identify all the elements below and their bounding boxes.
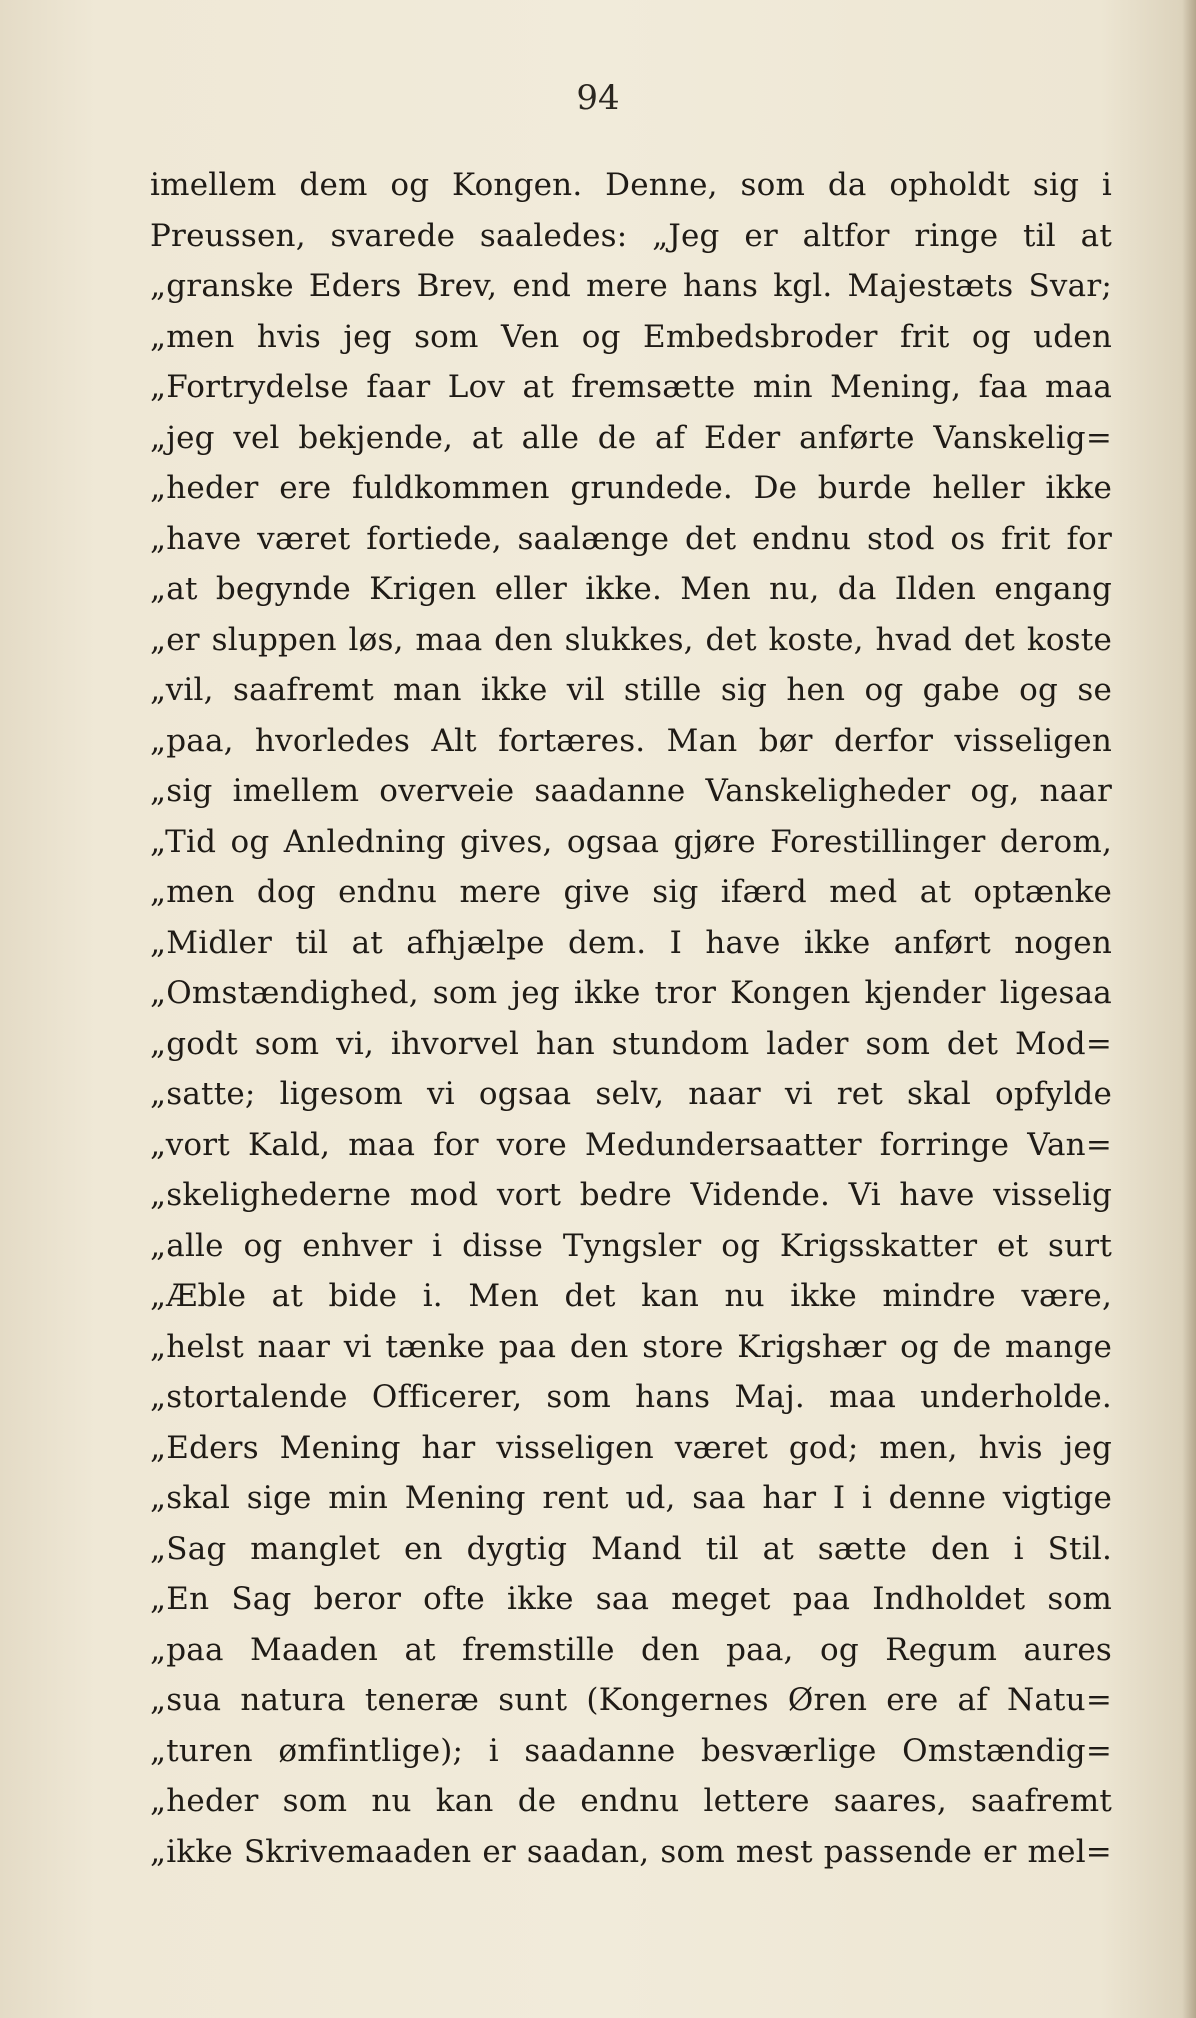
text-line: „jeg vel bekjende, at alle de af Eder anførte Vanskelig=	[150, 419, 1112, 456]
text-line: „helst naar vi tænke paa den store Krigshær og de mange	[150, 1328, 1112, 1365]
text-line: „sig imellem overveie saadanne Vanskeligheder og, naar	[150, 773, 1112, 809]
text-line: „have været fortiede, saalænge det endnu stod os frit for	[150, 520, 1112, 557]
text-line: „vort Kald, maa for vore Medundersaatter forringe Van=	[150, 1126, 1112, 1163]
text-line: „men dog endnu mere give sig ifærd med at optænke	[150, 874, 1112, 910]
text-line: „Fortrydelse faar Lov at fremsætte min Mening, faa maa	[150, 369, 1112, 405]
text-line: „turen ømfintlige); i saadanne besværlige Omstændig=	[150, 1732, 1112, 1769]
text-line: „Sag manglet en dygtig Mand til at sætte den i Stil.	[150, 1530, 1112, 1567]
text-line: „heder som nu kan de endnu lettere saares, saafremt	[150, 1783, 1112, 1819]
text-line: „alle og enhver i disse Tyngsler og Krigsskatter et surt	[150, 1227, 1112, 1264]
text-block	[150, 160, 1112, 1877]
text-line: „satte; ligesom vi ogsaa selv, naar vi ret skal opfylde	[150, 1076, 1112, 1112]
text-line: „vil, saafremt man ikke vil stille sig hen og gabe og se	[150, 672, 1112, 708]
text-line: „Eders Mening har visseligen været god; men, hvis jeg	[150, 1429, 1112, 1466]
text-line: „heder ere fuldkommen grundede. De burde heller ikke	[150, 470, 1112, 506]
text-line: „paa, hvorledes Alt fortæres. Man bør derfor visseligen	[150, 722, 1112, 759]
text-line: „skelighederne mod vort bedre Vidende. Vi have visselig	[150, 1177, 1112, 1213]
text-line: „En Sag beror ofte ikke saa meget paa Indholdet som	[150, 1581, 1112, 1617]
text-line: „granske Eders Brev, end mere hans kgl. Majestæts Svar;	[150, 268, 1112, 304]
text-line: „at begynde Krigen eller ikke. Men nu, da Ilden engang	[150, 571, 1112, 607]
text-line: „er sluppen løs, maa den slukkes, det koste, hvad det koste	[150, 621, 1112, 658]
text-line: „Omstændighed, som jeg ikke tror Kongen kjender ligesaa	[150, 975, 1112, 1011]
text-line: „sua natura teneræ sunt (Kongernes Øren ere af Natu=	[150, 1682, 1112, 1718]
text-line: „Tid og Anledning gives, ogsaa gjøre Forestillinger derom,	[150, 823, 1112, 860]
text-line: „Æble at bide i. Men det kan nu ikke mindre være,	[150, 1278, 1112, 1314]
text-line: „stortalende Officerer, som hans Maj. maa underholde.	[150, 1379, 1112, 1415]
text-line: Preussen, svarede saaledes: „Jeg er altfor ringe til at	[150, 217, 1112, 254]
page-number: 94	[576, 78, 620, 118]
text-line: „Midler til at afhjælpe dem. I have ikke anført nogen	[150, 924, 1112, 961]
text-line: „skal sige min Mening rent ud, saa har I i denne vigtige	[150, 1480, 1112, 1516]
text-line: „paa Maaden at fremstille den paa, og Regum aures	[150, 1631, 1112, 1668]
text-line: imellem dem og Kongen. Denne, som da opholdt sig i	[150, 167, 1112, 203]
text-line: „ikke Skrivemaaden er saadan, som mest passende er mel=	[150, 1833, 1112, 1870]
text-line: „godt som vi, ihvorvel han stundom lader som det Mod=	[150, 1025, 1112, 1062]
page-edge-shadow	[1182, 0, 1196, 2018]
text-line: „men hvis jeg som Ven og Embedsbroder frit og uden	[150, 318, 1112, 355]
